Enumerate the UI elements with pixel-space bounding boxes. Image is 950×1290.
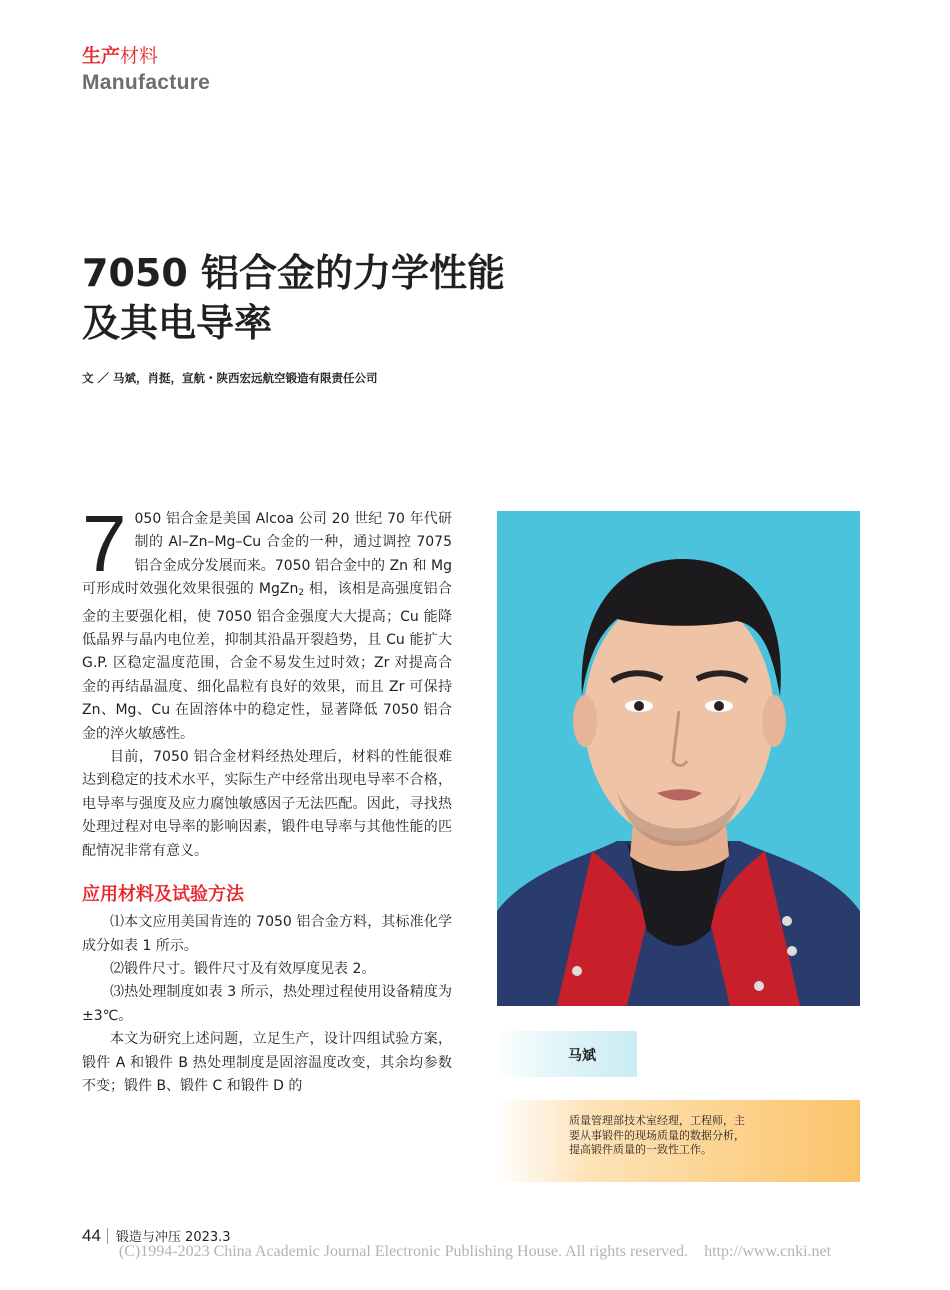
author-bio: 质量管理部技术室经理，工程师，主要从事锻件的现场质量的数据分析，提高锻件质量的一致性工作。: [569, 1114, 745, 1156]
paragraph-6: 本文为研究上述问题，立足生产，设计四组试验方案，锻件 A 和锻件 B 热处理制度是固溶温度改变，其余均参数不变；锻件 B、锻件 C 和锻件 D 的: [82, 1031, 452, 1094]
section-main-label: 生产: [82, 45, 121, 67]
subscript: 2: [298, 588, 305, 599]
paragraph-2: 目前，7050 铝合金材料经热处理后，材料的性能很难达到稳定的技术水平，实际生产中经常出现电导率不合格，电导率与强度及应力腐蚀敏感因子无法匹配。因此，寻找热处理过程对电导率的影响因素，锻件电导率与其他性能的匹配情况非常有意义。: [82, 749, 452, 859]
author-portrait-illustration: [497, 511, 860, 1006]
article-body: [82, 499, 452, 1098]
paragraph-3: ⑴本文应用美国肯连的 7050 铝合金方料，其标准化学成分如表 1 所示。: [82, 914, 452, 954]
page-number: 44: [82, 1226, 101, 1245]
author-photo: [497, 511, 860, 1006]
section-heading: 应用材料及试验方法: [82, 884, 244, 906]
author-name: 马斌: [568, 1048, 596, 1064]
copyright-notice: (C)1994-2023 China Academic Journal Electronic Publishing House. All rights reserved.: [118, 1243, 689, 1260]
title-line-1: 7050 铝合金的力学性能: [82, 251, 505, 295]
author-bio-box: [497, 1100, 860, 1182]
byline: 文 ／ 马斌，肖挺，宣航・陕西宏远航空锻造有限责任公司: [82, 371, 378, 385]
title-line-2: 及其电导率: [82, 301, 273, 345]
paragraph-1-text-b: 相，该相是高强度铝合金的主要强化相，使 7050 铝合金强度大大提高；Cu 能降低晶界与晶内电位差，抑制其沿晶开裂趋势，且 Cu 能扩大 G.P. 区稳定温度范围，合金不易发生过时效；Zr 对提高合金的再结晶温度、细化晶粒有良好的效果，而且 Zr 可保持 Zn、Mg、Cu 在固溶体中的稳定性，显著降低 7050 铝合金的淬火敏感性。: [82, 581, 452, 742]
paragraph-4: ⑵锻件尺寸。锻件尺寸及有效厚度见表 2。: [110, 960, 376, 977]
author-name-box: [497, 1031, 637, 1077]
section-tag: [82, 44, 158, 68]
copyright-watermark: [0, 1243, 950, 1261]
section-english-label: Manufacture: [82, 71, 211, 94]
article-title: [82, 248, 505, 348]
drop-cap: 7: [82, 499, 127, 588]
journal-name: 锻造与冲压 2023.3: [115, 1230, 231, 1245]
paragraph-5: ⑶热处理制度如表 3 所示，热处理过程使用设备精度为 ±3℃。: [82, 984, 452, 1024]
paragraph-1-text-a: 050 铝合金是美国 Alcoa 公司 20 世纪 70 年代研制的 Al–Zn–Mg–Cu 合金的一种，通过调控 7075 铝合金成分发展而来。7050 铝合金中的 Zn 和 Mg 可形成时效强化效果很强的 MgZn: [82, 511, 452, 598]
footer-divider: [107, 1228, 108, 1244]
section-sub-label: 材料: [120, 45, 159, 67]
copyright-url: http://www.cnki.net: [704, 1243, 832, 1260]
paragraph-1: [82, 499, 452, 746]
